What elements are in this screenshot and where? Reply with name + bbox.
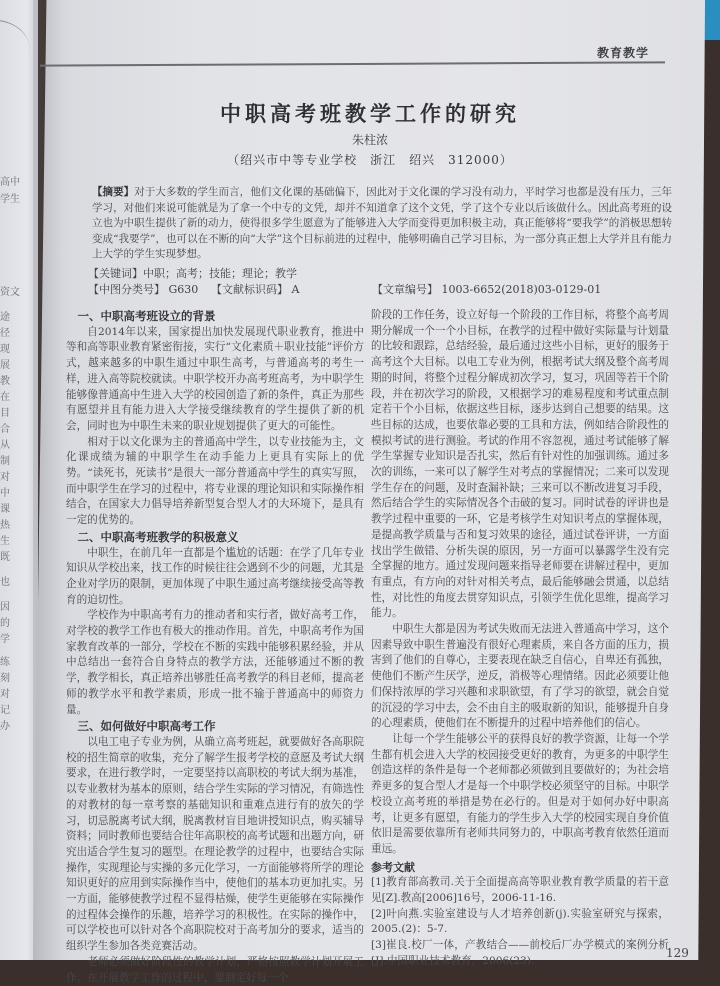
facing-page-fragment: 资文 xyxy=(0,287,20,298)
doc-code-value: A xyxy=(291,283,300,296)
facing-page-fragment: 教 xyxy=(0,376,10,387)
facing-page-fragment: 目 xyxy=(0,408,10,419)
paragraph: 让每一个学生能够公平的获得良好的教学资源，让每一个学生都有机会进入大学的校园接受更好的教育，为更多的中职学生创造这样的条件是每一个老师都必须做到且要做好的；为社会培养更多的复合型人才是每一个中职学校必须坚守的目标。中职学校设立高考班的举措是势在必行的。但是对于如何办好中职高考，让更多有愿望，有能力的学生步入大学的校园实现自身价值依旧是需要依靠所有老师共同努力的，中职高考教育依然任道而重远。 xyxy=(371,732,669,855)
section-tag: 教育教学 xyxy=(597,46,650,60)
facing-page-fragment: 制 xyxy=(0,456,10,467)
facing-page-fragment: 课 xyxy=(0,504,10,515)
facing-page-fragment: 办 xyxy=(0,721,10,732)
page-number: 129 xyxy=(666,946,689,960)
facing-page-fragment: 学生 xyxy=(0,194,20,205)
clc-value: G630 xyxy=(168,283,199,296)
facing-page-fragment: 合 xyxy=(0,424,10,435)
keywords-label: 【关键词】 xyxy=(88,267,143,280)
clc-line xyxy=(88,281,198,297)
section-heading-2: 二、中职高考班教学的积极意义 xyxy=(77,529,239,544)
paragraph: 阶段的工作任务，设立好每一个阶段的工作目标，将整个高考周期分解成一个一个小目标，在教学的过程中做好实际量与计划量的比较和跟踪，总结经验，最后通过这些小目标，更好的服务于高考这个大目标。以电工专业为例，根据考试大纲及整个高考周期的时间，将整个过程分解成初次学习，复习，巩固等若干个阶段，并在初次学习的阶段，又根据学习的难易程度和考试重点制定若干个小目标，依据这些目标，逐步达到自己想要的结果。这些目标的达成，也要依靠必要的工具和方法，例如结合阶段性的模拟考试的进行测验。考试的作用不容忽视，通过考试能够了解学生掌握专业知识是否扎实，然后有针对性的加强训练。通过多次的训练，一来可以了解学生对考点的掌握情况；二来可以发现学生存在的问题，及时查漏补缺；三来可以不断改进复习手段，然后结合学生的实际情况各个击破的复习。同时试卷的评讲也是教学过程中重要的一环，它是考核学生对知识考点的掌握体现，是提高教学质量与否和复习效果的途径，通过试卷评讲，一方面找出学生做错、分析失误的原因，另一方面可以暴露学生没有完全掌握的地方。通过发现问题来指导老师要在讲解过程中，更加有重点，有方向的对针对相关考点，最后能够融会贯通，以总结性，对比性的角度去贯穿知识点，引领学生优化思维，提高学习能力。 xyxy=(371,309,669,620)
doc-code-line xyxy=(211,281,299,297)
clc-label: 【中图分类号】 xyxy=(88,283,165,296)
paragraph: 学校作为中职高考有力的推动者和实行者，做好高考工作，对学校的教学工作也有极大的推动作用。首先，中职高考作为国家教育改革的一部分，学校在不断的实践中能够积累经验，并从中总结出一套符合自身特点的教学方法，还能够通过不断的教学，教学相长，真正培养出够胜任高考教学的科目老师，提高老师的教学水平和教学素质，形成一批不输于普通高中的师资力量。 xyxy=(66,609,364,716)
article-no-value: 1003-6652(2018)03-0129-01 xyxy=(441,283,602,296)
references-heading: 参考文献 xyxy=(371,860,415,874)
facing-page-fragment: 现 xyxy=(0,344,10,355)
facing-page-fragment: 对 xyxy=(0,472,10,483)
facing-page-fragment: 生 xyxy=(0,536,10,547)
article-no-line xyxy=(372,281,601,297)
article-title: 中职高考班教学工作的研究 xyxy=(220,101,520,126)
article-no-label: 【文章编号】 xyxy=(372,283,438,296)
facing-page-fragment: 热 xyxy=(0,520,10,531)
facing-page-fragment: 学 xyxy=(0,634,10,645)
facing-page-header-rule xyxy=(0,20,30,81)
facing-page-fragment: 在 xyxy=(0,392,10,403)
article-affiliation: （绍兴市中等专业学校 浙江 绍兴 312000） xyxy=(227,153,513,167)
keywords-value: 中职；高考；技能；理论；教学 xyxy=(143,267,297,280)
facing-page-fragment: 对 xyxy=(0,689,10,700)
section-heading-3: 三、如何做好中职高考工作 xyxy=(77,719,216,734)
facing-page-fragment: 既 xyxy=(0,552,10,563)
right-column xyxy=(371,308,669,970)
abstract xyxy=(92,185,672,263)
reference-item: [2]叶向燕.实验室建设与人才培养创新(j).实验室研究与探索，2005.(2)：5-7. xyxy=(371,907,669,936)
section-heading-1: 一、中职高考班设立的背景 xyxy=(77,309,216,323)
facing-page-fragment: 因 xyxy=(0,602,10,613)
paragraph: 自2014年以来，国家提出加快发展现代职业教育，推进中等和高等职业教育紧密衔接，实行“文化素质＋职业技能”评价方式，越来越多的中职生通过中职生高考，与普通高考的考生一样，进入高等院校就读。中职学校开办高考班高考，为中职学生能够像普通高中生进入大学的校园创造了新的条件，真正为那些有愿望并且有能力进入大学接受继续教育的学生提供了新的机会，同时也为中职生未来的职业规划提供了更大的可能性。 xyxy=(66,325,364,432)
facing-page-fragment: 展 xyxy=(0,360,10,371)
abstract-label: 【摘要】 xyxy=(92,186,135,198)
facing-page-fragment: 的 xyxy=(0,618,10,629)
paragraph: 中职生大都是因为考试失败而无法进入普通高中学习，这个因素导致中职生普遍没有很好心理素质，来自各方面的压力，损害到了他们的自尊心，主要表现在缺乏自信心，自卑还有孤独，使他们不断产生厌学，逆反，消极等心理情绪。因此必须要让他们保持浓厚的学习兴趣和求职欲望，有了学习的欲望，就会自觉的沉浸的学习中去，会不由自主的吸取新的知识，能够提升自身的心理素质，使他们在不断提升的过程中培养他们的信心。 xyxy=(371,623,669,730)
facing-page-fragment: 也 xyxy=(0,577,10,588)
left-column xyxy=(66,308,364,986)
facing-page-fragment: 刻 xyxy=(0,673,10,684)
facing-page-fragment: 练 xyxy=(0,657,10,668)
reference-item: [3]崔良.校厂一体，产教结合——前校后厂办学模式的案例分析[J].中国职业技术教育，2006(23). xyxy=(371,939,669,967)
facing-page-fragment: 从 xyxy=(0,440,10,451)
facing-page-fragment: 径 xyxy=(0,328,10,339)
paragraph: 相对于以文化课为主的普通高中学生，以专业技能为主，文化课成绩为辅的中职学生在动手能力上更具有实际上的优势。“读死书，死读书”是很大一部分普通高中学生的真实写照，而中职学生在学习的过程中，将专业课的理论知识和实际操作相结合，在国家大力倡导培养新型复合型人才的大环境下，是具有一定的优势的。 xyxy=(66,435,364,527)
abstract-text: 对于大多数的学生而言，他们文化课的基础偏下，因此对于文化课的学习没有动力，平时学习也都是没有压力，三年学习，对他们来说可能就是为了拿一个中专的文凭，却并不知道拿了这个文凭，学了这个专业以后该做什么。因此高考班的设立也为中职生提供了新的动力，使得很多学生愿意为了能够进入大学而变得更加积极主动，真正能够将“要我学”的消极思想转变成“我要学”，也可以在不断的向“大学”这个目标前进的过程中，能够明确自己学习目标，为一部分真正想上大学并且有能力上大学的学生实现梦想。 xyxy=(92,186,672,261)
facing-page-fragment: 高中 xyxy=(0,177,20,188)
paragraph: 以电工电子专业为例，从确立高考班起，就要做好各高职院校的招生简章的收集，充分了解学生报考学校的意愿及考试大纲要求，在进行教学时，一定要坚持以高职校的考试大纲为基准，以专业教材为基本的原则，结合学生实际的学习情况，有筛选性的对教材的每一章考察的基础知识和重难点进行有的放矢的学习，切忌脱离考试大纲，脱离教材盲目地讲授知识点，购买辅导资料；同时教师也要结合往年高职校的高考试题和出题方向，研究出适合学生复习的题型。在理论教学的过程中，也要结合实际操作，实现理论与实操的多元化学习，一方面能够将所学的理论知识更好的应用到实际操作当中，使他们的基本功更加扎实。另一方面，能够使教学过程不显得枯燥，使学生更能够在实际操作的过程体会操作的乐趣，培养学习的积极性。在实际的操作中，可以学校也可以针对各个高职院校对于高考加分的要求，适当的组织学生参加各类竞赛活动。 xyxy=(66,735,364,953)
paragraph: 中职生，在前几年一直都是个尴尬的话题：在学了几年专业知识从学校出来，找工作的时候往往会遇到不少的问题，尤其是企业对学历的限制，更加体现了中职生通过高考继续接受高等教育的迫切性。 xyxy=(66,546,364,606)
paragraph: 老师必须做好阶段性的教学计划，严格按照教学计划开展工作。在开展教学工作的过程中，要制定好每一个 xyxy=(66,955,364,984)
facing-page-fragment: 途 xyxy=(0,312,10,323)
reference-item: [1]教育部高教司.关于全面提高高等职业教育教学质量的若干意见[Z].教高[2006]16号，2006-11-16. xyxy=(371,876,669,905)
keywords-line xyxy=(88,265,297,281)
facing-page-fragment: 中 xyxy=(0,488,10,499)
facing-page-fragment: 记 xyxy=(0,705,10,716)
doc-code-label: 【文献标识码】 xyxy=(211,283,288,296)
article-author: 朱柱浓 xyxy=(351,133,388,147)
